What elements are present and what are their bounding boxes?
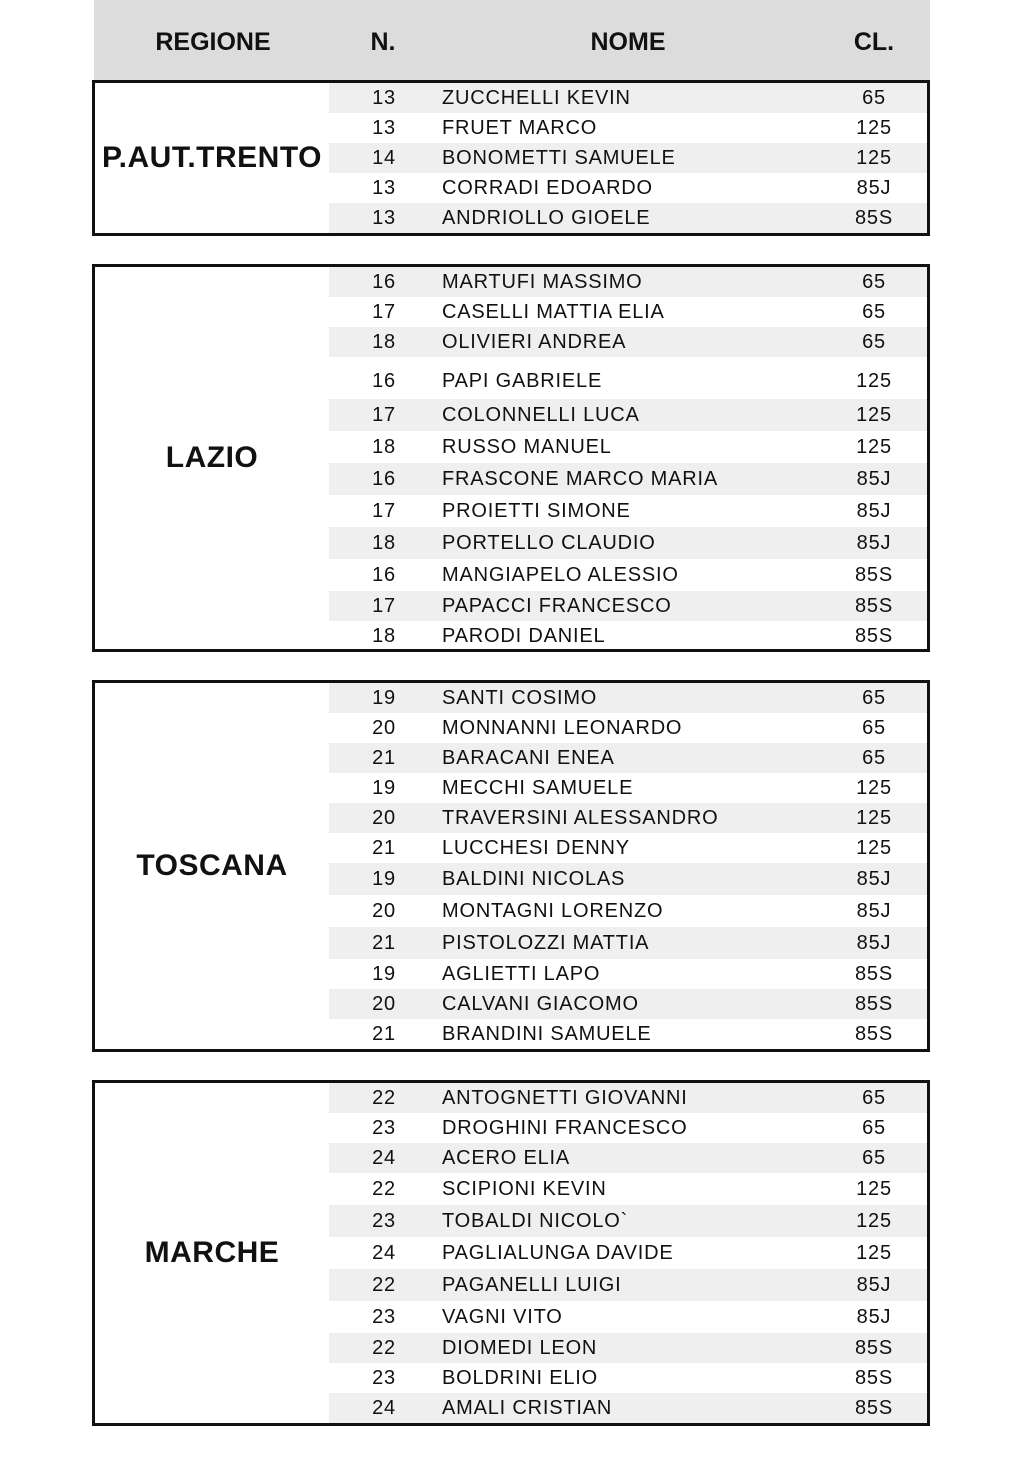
row-name: SCIPIONI KEVIN (442, 1178, 607, 1200)
region-group-toscana (92, 680, 930, 1052)
row-number: 13 (372, 207, 396, 229)
table-row (329, 327, 927, 357)
table-row (329, 959, 927, 989)
row-class: 85S (855, 1367, 893, 1389)
row-number: 16 (372, 271, 396, 293)
row-number: 13 (372, 177, 396, 199)
table-row (329, 173, 927, 203)
table-row (329, 989, 927, 1019)
row-name: BOLDRINI ELIO (442, 1367, 598, 1389)
table-row (329, 143, 927, 173)
table-row (329, 399, 927, 431)
row-name: MECCHI SAMUELE (442, 777, 634, 799)
region-group-marche (92, 1080, 930, 1426)
row-name: COLONNELLI LUCA (442, 404, 640, 426)
row-number: 18 (372, 331, 396, 353)
table-row (329, 803, 927, 833)
row-name: ANDRIOLLO GIOELE (442, 207, 651, 229)
row-number: 24 (372, 1147, 396, 1169)
row-name: PAGANELLI LUIGI (442, 1274, 622, 1296)
row-number: 21 (372, 747, 396, 769)
region-name: P.AUT.TRENTO (102, 141, 322, 174)
row-class: 85S (855, 1337, 893, 1359)
row-name: VAGNI VITO (442, 1306, 563, 1328)
row-number: 23 (372, 1210, 396, 1232)
row-number: 18 (372, 625, 396, 647)
table-row (329, 357, 927, 399)
header-cl: CL. (853, 28, 895, 56)
row-number: 18 (372, 436, 396, 458)
row-name: BRANDINI SAMUELE (442, 1023, 652, 1045)
table-row (329, 83, 927, 113)
row-class: 65 (862, 1147, 886, 1169)
row-number: 19 (372, 687, 396, 709)
row-class: 125 (856, 1178, 892, 1200)
row-class: 125 (856, 404, 892, 426)
row-name: TOBALDI NICOLO` (442, 1210, 629, 1232)
row-number: 16 (372, 564, 396, 586)
row-name: SANTI COSIMO (442, 687, 598, 709)
row-number: 19 (372, 777, 396, 799)
row-name: ZUCCHELLI KEVIN (442, 87, 631, 109)
row-class: 125 (856, 807, 892, 829)
row-number: 17 (372, 404, 396, 426)
header-n: N. (370, 28, 396, 56)
row-name: PAPACCI FRANCESCO (442, 595, 672, 617)
row-name: MANGIAPELO ALESSIO (442, 564, 679, 586)
row-name: FRASCONE MARCO MARIA (442, 468, 719, 490)
table-row (329, 591, 927, 621)
row-class: 85J (856, 468, 892, 490)
table-row (329, 1173, 927, 1205)
table-row (329, 1393, 927, 1423)
table-row (329, 1143, 927, 1173)
row-number: 20 (372, 807, 396, 829)
row-name: RUSSO MANUEL (442, 436, 612, 458)
table-row (329, 1363, 927, 1393)
row-number: 24 (372, 1397, 396, 1419)
row-name: ACERO ELIA (442, 1147, 571, 1169)
row-class: 65 (862, 271, 886, 293)
row-number: 22 (372, 1337, 396, 1359)
row-class: 65 (862, 1117, 886, 1139)
row-class: 85J (856, 500, 892, 522)
row-class: 85J (856, 900, 892, 922)
row-class: 65 (862, 1087, 886, 1109)
row-class: 85S (855, 625, 893, 647)
row-class: 85S (855, 1023, 893, 1045)
row-number: 13 (372, 87, 396, 109)
table-row (329, 495, 927, 527)
row-class: 125 (856, 436, 892, 458)
row-number: 16 (372, 468, 396, 490)
region-rows (329, 267, 927, 651)
row-name: CORRADI EDOARDO (442, 177, 653, 199)
row-class: 85J (856, 177, 892, 199)
table-row (329, 559, 927, 591)
row-number: 23 (372, 1117, 396, 1139)
row-class: 125 (856, 117, 892, 139)
row-number: 17 (372, 500, 396, 522)
row-class: 65 (862, 87, 886, 109)
row-class: 125 (856, 370, 892, 392)
row-number: 22 (372, 1274, 396, 1296)
table-row (329, 1237, 927, 1269)
table-row (329, 683, 927, 713)
row-number: 23 (372, 1367, 396, 1389)
row-number: 14 (372, 147, 396, 169)
table-row (329, 1269, 927, 1301)
row-name: TRAVERSINI ALESSANDRO (442, 807, 719, 829)
table-row (329, 267, 927, 297)
table-header (94, 0, 930, 80)
row-class: 65 (862, 301, 886, 323)
region-group-lazio (92, 264, 930, 652)
region-rows (329, 83, 927, 233)
row-name: BONOMETTI SAMUELE (442, 147, 676, 169)
row-class: 85J (856, 1306, 892, 1328)
row-name: MARTUFI MASSIMO (442, 271, 643, 293)
table-row (329, 1301, 927, 1333)
table-row (329, 713, 927, 743)
row-class: 85S (855, 207, 893, 229)
row-name: DIOMEDI LEON (442, 1337, 598, 1359)
row-name: OLIVIERI ANDREA (442, 331, 627, 353)
row-number: 19 (372, 868, 396, 890)
row-class: 85S (855, 564, 893, 586)
table-row (329, 1113, 927, 1143)
header-nome: NOME (590, 28, 666, 56)
table-row (329, 895, 927, 927)
table-row (329, 1333, 927, 1363)
row-number: 21 (372, 1023, 396, 1045)
row-number: 16 (372, 370, 396, 392)
row-number: 23 (372, 1306, 396, 1328)
row-class: 125 (856, 147, 892, 169)
row-number: 18 (372, 532, 396, 554)
row-name: PORTELLO CLAUDIO (442, 532, 656, 554)
row-class: 85J (856, 532, 892, 554)
row-number: 19 (372, 963, 396, 985)
table-row (329, 927, 927, 959)
row-class: 125 (856, 1210, 892, 1232)
region-rows (329, 683, 927, 1049)
row-name: ANTOGNETTI GIOVANNI (442, 1087, 688, 1109)
row-name: CALVANI GIACOMO (442, 993, 639, 1015)
table-row (329, 203, 927, 233)
row-class: 85S (855, 1397, 893, 1419)
row-name: AGLIETTI LAPO (442, 963, 601, 985)
region-name: LAZIO (165, 441, 259, 474)
row-number: 17 (372, 301, 396, 323)
row-number: 13 (372, 117, 396, 139)
row-number: 20 (372, 717, 396, 739)
row-class: 125 (856, 777, 892, 799)
table-row (329, 431, 927, 463)
row-number: 22 (372, 1178, 396, 1200)
table-row (329, 1019, 927, 1049)
row-name: MONNANNI LEONARDO (442, 717, 683, 739)
table-row (329, 113, 927, 143)
row-name: PARODI DANIEL (442, 625, 606, 647)
row-class: 65 (862, 331, 886, 353)
row-class: 85J (856, 1274, 892, 1296)
row-class: 85S (855, 993, 893, 1015)
row-name: BARACANI ENEA (442, 747, 615, 769)
table-row (329, 863, 927, 895)
row-class: 65 (862, 717, 886, 739)
row-name: CASELLI MATTIA ELIA (442, 301, 665, 323)
table-row (329, 773, 927, 803)
header-regione: REGIONE (155, 28, 271, 56)
row-number: 17 (372, 595, 396, 617)
row-number: 24 (372, 1242, 396, 1264)
row-number: 21 (372, 932, 396, 954)
row-class: 85J (856, 932, 892, 954)
row-name: PROIETTI SIMONE (442, 500, 631, 522)
row-class: 85S (855, 963, 893, 985)
table-row (329, 743, 927, 773)
row-name: PAPI GABRIELE (442, 370, 603, 392)
row-number: 21 (372, 837, 396, 859)
row-number: 20 (372, 993, 396, 1015)
region-name: TOSCANA (136, 849, 288, 882)
row-name: FRUET MARCO (442, 117, 598, 139)
region-group-trento (92, 80, 930, 236)
row-name: PAGLIALUNGA DAVIDE (442, 1242, 674, 1264)
row-class: 125 (856, 1242, 892, 1264)
row-number: 20 (372, 900, 396, 922)
row-name: LUCCHESI DENNY (442, 837, 630, 859)
row-class: 125 (856, 837, 892, 859)
table-row (329, 833, 927, 863)
row-class: 85S (855, 595, 893, 617)
row-name: AMALI CRISTIAN (442, 1397, 613, 1419)
row-name: BALDINI NICOLAS (442, 868, 626, 890)
row-name: MONTAGNI LORENZO (442, 900, 664, 922)
region-name: MARCHE (144, 1236, 280, 1269)
row-class: 65 (862, 747, 886, 769)
row-name: DROGHINI FRANCESCO (442, 1117, 688, 1139)
table-row (329, 463, 927, 495)
table-row (329, 297, 927, 327)
table-row (329, 621, 927, 651)
row-name: PISTOLOZZI MATTIA (442, 932, 650, 954)
table-row (329, 1083, 927, 1113)
row-class: 65 (862, 687, 886, 709)
region-rows (329, 1083, 927, 1423)
table-row (329, 527, 927, 559)
row-class: 85J (856, 868, 892, 890)
table-row (329, 1205, 927, 1237)
row-number: 22 (372, 1087, 396, 1109)
